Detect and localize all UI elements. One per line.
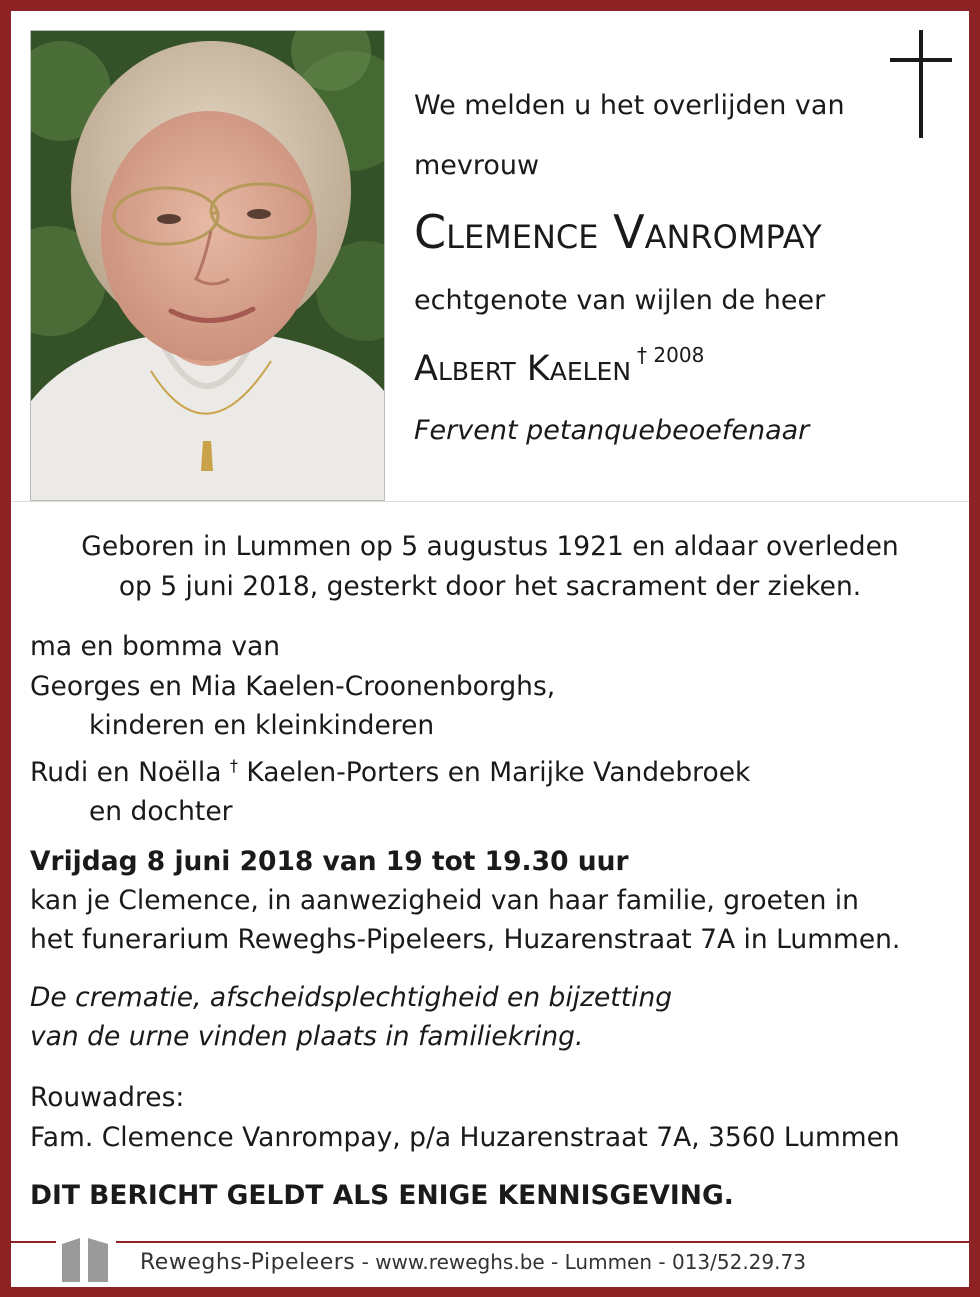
family-line-3: Rudi en Noëlla † Kaelen-Porters en Marijke Vandebroek xyxy=(30,755,751,788)
cremation-line-1: De crematie, afscheidsplechtigheid en bijzetting xyxy=(30,982,673,1013)
title-prefix: mevrouw xyxy=(414,150,540,181)
family-list xyxy=(30,627,750,832)
spouse-name: Albert Kaelen xyxy=(414,349,632,389)
spouse-line xyxy=(414,330,704,394)
birth-info xyxy=(11,527,969,607)
family-line-2: kinderen en kleinkinderen xyxy=(89,710,435,741)
visitation-line-2: het funerarium Reweghs-Pipeleers, Huzarenstraat 7A in Lummen. xyxy=(30,924,901,955)
footer-company: Reweghs-Pipeleers xyxy=(140,1250,356,1275)
cremation-line-2: van de urne vinden plaats in familiekring. xyxy=(30,1021,584,1052)
footer-contact xyxy=(140,1247,806,1278)
birth-line-1: Geboren in Lummen op 5 augustus 1921 en aldaar overleden xyxy=(81,531,899,562)
address-value: Fam. Clemence Vanrompay, p/a Huzarenstraat 7A, 3560 Lummen xyxy=(30,1122,900,1153)
notice-text: DIT BERICHT GELDT ALS ENIGE KENNISGEVING. xyxy=(30,1180,734,1211)
intro-text: We melden u het overlijden van xyxy=(414,90,845,121)
family-line-4: en dochter xyxy=(89,796,233,827)
section-divider xyxy=(11,501,969,502)
funeral-home-logo-icon xyxy=(56,1232,116,1282)
mourning-address xyxy=(30,1078,900,1158)
cremation-info xyxy=(30,978,672,1056)
visitation-line-1: kan je Clemence, in aanwezigheid van haar familie, groeten in xyxy=(30,885,859,916)
family-heading: ma en bomma van xyxy=(30,631,281,662)
footer-details: - www.reweghs.be - Lummen - 013/52.29.73 xyxy=(355,1250,806,1274)
family-line-1: Georges en Mia Kaelen-Croonenborghs, xyxy=(30,670,556,702)
cross-icon xyxy=(890,30,952,138)
deceased-name: Clemence Vanrompay xyxy=(414,205,822,259)
birth-line-2: op 5 juni 2018, gesterkt door het sacrament der zieken. xyxy=(118,571,862,602)
portrait-photo xyxy=(30,30,385,501)
footer-rule xyxy=(11,1241,969,1243)
spouse-intro: echtgenote van wijlen de heer xyxy=(414,285,826,316)
hobby-text: Fervent petanquebeoefenaar xyxy=(414,415,810,446)
visitation-info xyxy=(30,842,900,959)
visitation-date: Vrijdag 8 juni 2018 van 19 tot 19.30 uur xyxy=(30,846,629,877)
spouse-death-mark: † 2008 xyxy=(637,343,705,367)
address-label: Rouwadres: xyxy=(30,1082,185,1113)
death-mark: † xyxy=(229,755,238,775)
